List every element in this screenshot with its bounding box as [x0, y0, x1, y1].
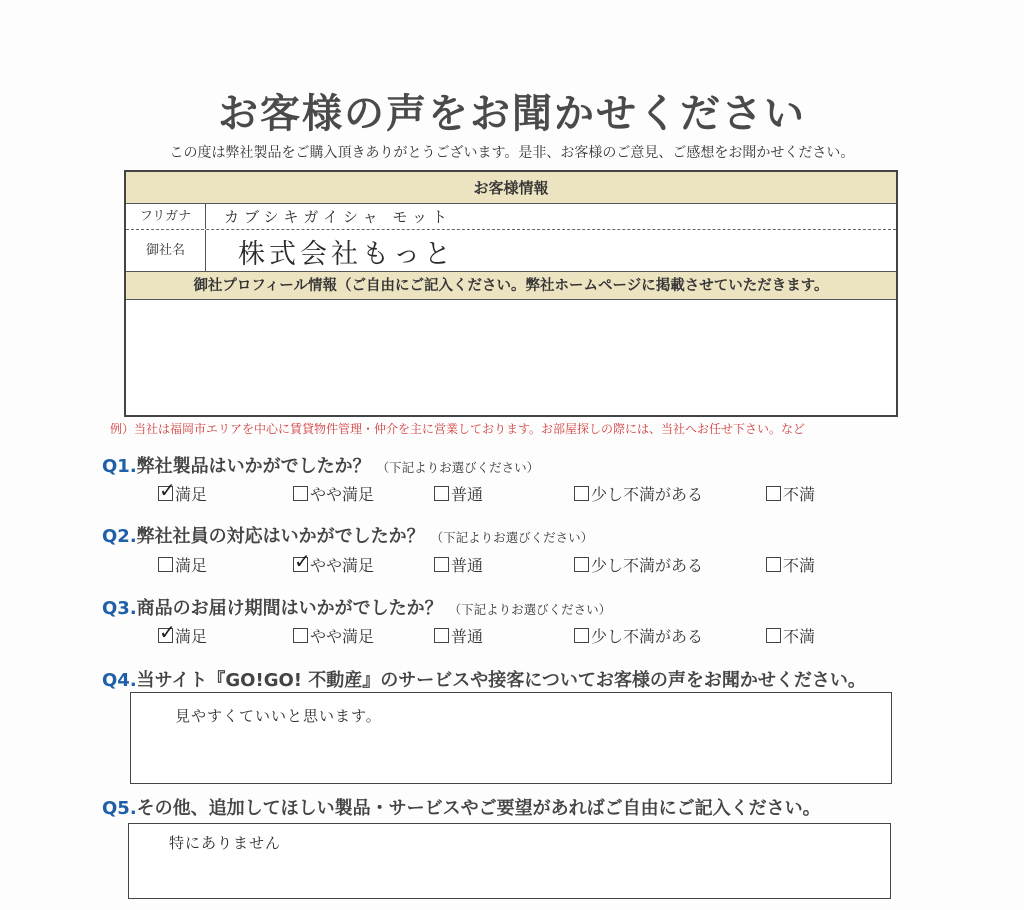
q1-option-1[interactable] — [158, 478, 208, 505]
q1-option-4[interactable] — [574, 482, 703, 505]
q5-text: その他、追加してほしい製品・サービスやご要望があればご自由にご記入ください。 — [136, 798, 821, 819]
q2-checkbox-1[interactable] — [158, 557, 173, 572]
q2-option-label: 普通 — [451, 556, 484, 575]
q1-option-label: 満足 — [175, 485, 208, 504]
q4-text: 当サイト『GO!GO! 不動産』のサービスや接客についてお客様の声をお聞かせください。 — [136, 670, 866, 691]
customer-info-header: お客様情報 — [126, 172, 896, 204]
q4-answer-box[interactable] — [130, 692, 892, 784]
q2-option-4[interactable] — [574, 553, 703, 576]
check-mark-icon: ✓ — [159, 620, 176, 644]
q1-option-label: 普通 — [451, 485, 484, 504]
q3-option-label: 満足 — [175, 627, 208, 646]
q1-question — [102, 452, 539, 478]
q3-option-5[interactable] — [766, 624, 815, 647]
q1-note: （下記よりお選びください） — [376, 460, 540, 475]
q4-answer: 見やすくていいと思います。 — [175, 707, 382, 725]
profile-field[interactable] — [126, 300, 896, 415]
check-mark-icon: ✓ — [159, 478, 176, 502]
q3-option-2[interactable] — [293, 624, 374, 647]
q3-number: Q3. — [102, 598, 137, 619]
q1-option-label: やや満足 — [310, 485, 375, 504]
q3-option-1[interactable] — [158, 620, 208, 647]
q4-number: Q4. — [102, 670, 137, 691]
q3-option-label: 普通 — [451, 627, 484, 646]
q2-checkbox-4[interactable] — [574, 557, 589, 572]
q1-checkbox-1[interactable] — [158, 478, 176, 502]
q3-option-3[interactable] — [434, 624, 483, 647]
q1-option-5[interactable] — [766, 482, 815, 505]
q3-option-4[interactable] — [574, 624, 703, 647]
q1-checkbox-2[interactable] — [293, 486, 308, 501]
q3-checkbox-5[interactable] — [766, 628, 781, 643]
q5-question — [102, 794, 821, 820]
q1-option-label: 不満 — [783, 485, 816, 504]
q5-answer-box[interactable] — [128, 823, 891, 899]
q3-question — [102, 594, 611, 620]
check-mark-icon: ✓ — [294, 549, 311, 573]
q3-option-label: 少し不満がある — [591, 627, 704, 646]
q3-note: （下記よりお選びください） — [448, 602, 612, 617]
customer-info-box — [124, 170, 898, 417]
q1-checkbox-4[interactable] — [574, 486, 589, 501]
company-name-row — [126, 230, 896, 272]
q1-checkbox-3[interactable] — [434, 486, 449, 501]
company-name-label: 御社名 — [126, 230, 206, 271]
q2-option-2[interactable] — [293, 549, 375, 576]
q1-number: Q1. — [102, 456, 137, 477]
q2-checkbox-5[interactable] — [766, 557, 781, 572]
furigana-label: フリガナ — [126, 204, 206, 229]
q2-option-1[interactable] — [158, 553, 207, 576]
q3-checkbox-3[interactable] — [434, 628, 449, 643]
q1-option-label: 少し不満がある — [591, 485, 704, 504]
q2-option-5[interactable] — [766, 553, 815, 576]
company-name-field[interactable]: 株式会社もっと — [238, 239, 455, 270]
q4-question — [102, 666, 866, 692]
q2-question — [102, 522, 593, 548]
q2-option-label: 満足 — [175, 556, 208, 575]
q3-option-label: やや満足 — [310, 627, 375, 646]
profile-example: 例）当社は福岡市エリアを中心に賃貸物件管理・仲介を主に営業しております。お部屋探しの際には、当社へお任せ下さい。など — [110, 422, 806, 436]
q1-checkbox-5[interactable] — [766, 486, 781, 501]
q2-checkbox-2[interactable] — [293, 549, 311, 573]
q3-checkbox-4[interactable] — [574, 628, 589, 643]
furigana-field[interactable]: カブシキガイシャ モット — [224, 208, 452, 226]
q5-answer: 特にありません — [169, 834, 282, 852]
q2-text: 弊社社員の対応はいかがでしたか？ — [136, 526, 425, 547]
q2-option-3[interactable] — [434, 553, 483, 576]
form-title: お客様の声をお聞かせください — [218, 91, 806, 137]
q3-checkbox-2[interactable] — [293, 628, 308, 643]
q5-number: Q5. — [102, 798, 137, 819]
q3-option-label: 不満 — [783, 627, 816, 646]
q2-note: （下記よりお選びください） — [430, 530, 594, 545]
q3-checkbox-1[interactable] — [158, 620, 176, 644]
q2-number: Q2. — [102, 526, 137, 547]
profile-header: 御社プロフィール情報（ご自由にご記入ください。弊社ホームページに掲載させていただきます。 — [126, 272, 896, 300]
q2-option-label: 不満 — [783, 556, 816, 575]
furigana-row — [126, 204, 896, 230]
form-subtitle: この度は弊社製品をご購入頂きありがとうございます。是非、お客様のご意見、ご感想をお聞かせください。 — [169, 145, 855, 161]
q2-checkbox-3[interactable] — [434, 557, 449, 572]
q1-option-2[interactable] — [293, 482, 374, 505]
q2-option-label: やや満足 — [310, 556, 375, 575]
q1-text: 弊社製品はいかがでしたか？ — [136, 456, 371, 477]
q2-option-label: 少し不満がある — [591, 556, 704, 575]
q1-option-3[interactable] — [434, 482, 483, 505]
q3-text: 商品のお届け期間はいかがでしたか？ — [136, 598, 443, 619]
